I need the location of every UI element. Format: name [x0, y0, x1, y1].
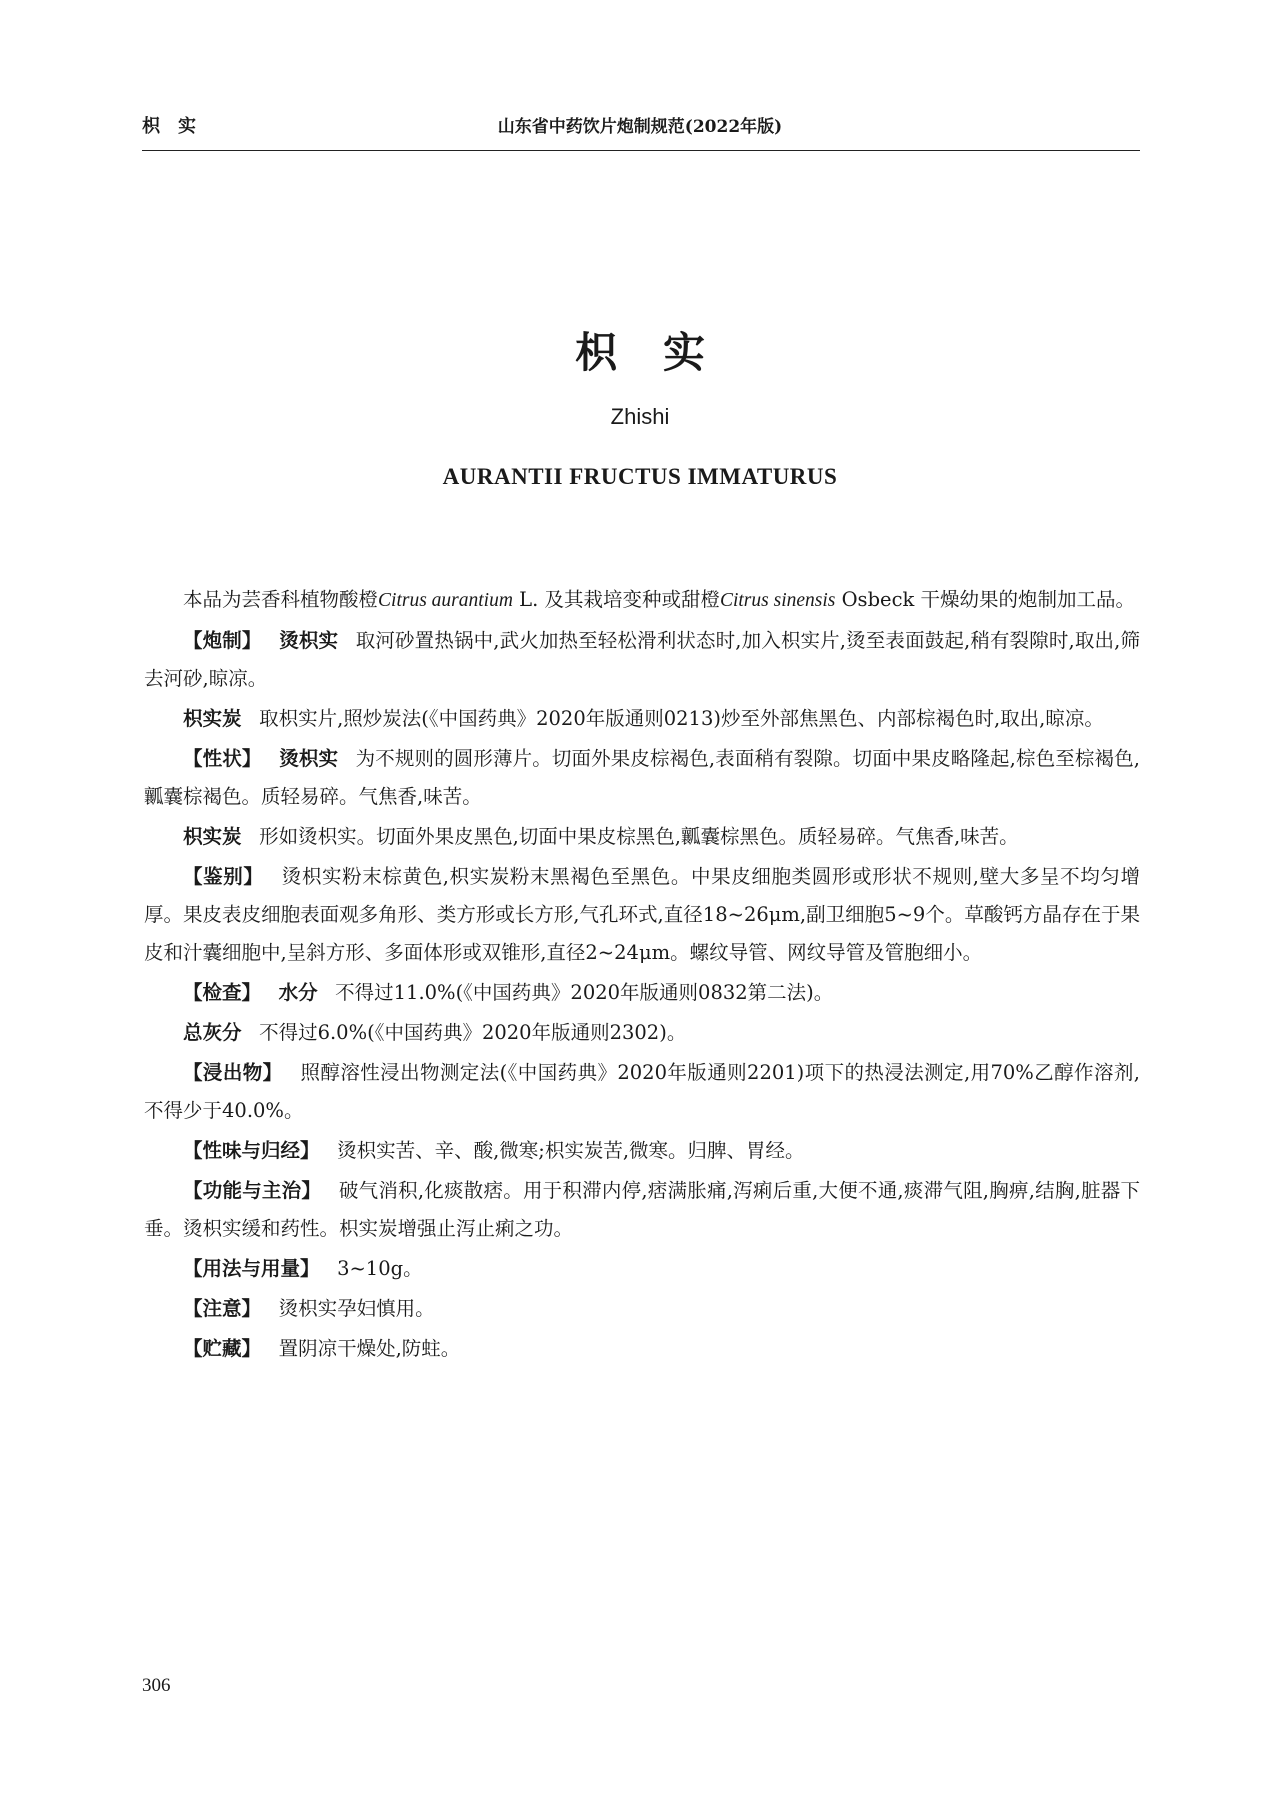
- test-label: 【检查】: [183, 981, 262, 1004]
- processing-item-1-name: 烫枳实: [279, 629, 339, 652]
- processing-item-2-name: 枳实炭: [183, 707, 242, 730]
- description-item-1-name: 烫枳实: [279, 747, 339, 770]
- description-item-2-name: 枳实炭: [183, 825, 242, 848]
- pinyin-name: Zhishi: [610, 404, 670, 429]
- test-item-1-text: 不得过11.0%(《中国药典》2020年版通则0832第二法)。: [335, 981, 834, 1004]
- processing-item-1-text: 取河砂置热锅中,武火加热至轻松滑利状态时,加入枳实片,烫至表面鼓起,稍有裂隙时,取出,筛去河砂,晾凉。: [144, 629, 1140, 690]
- intro-text-2: L. 及其栽培变种或甜橙: [512, 588, 720, 611]
- indications-label: 【功能与主治】: [183, 1179, 322, 1202]
- storage-paragraph: [144, 1330, 1140, 1368]
- test-item-2: [144, 1014, 1140, 1052]
- processing-item-1: [144, 622, 1140, 698]
- page-title: 枳实: [574, 328, 751, 377]
- test-item-2-text: 不得过6.0%(《中国药典》2020年版通则2302)。: [259, 1021, 687, 1044]
- property-text: 烫枳实苦、辛、酸,微寒;枳实炭苦,微寒。归脾、胃经。: [337, 1139, 805, 1162]
- identification-label: 【鉴别】: [183, 865, 264, 888]
- identification-text: 烫枳实粉末棕黄色,枳实炭粉末黑褐色至黑色。中果皮细胞类圆形或形状不规则,壁大多呈不均匀增厚。果皮表皮细胞表面观多角形、类方形或长方形,气孔环式,直径18~26μm,副卫细胞5~9个。草酸钙方晶存在于果皮和汁囊细胞中,呈斜方形、多面体形或双锥形,直径2~24μm。螺纹导管、网纹导管及管胞细小。: [144, 865, 1140, 964]
- test-item-1-name: 水分: [278, 981, 318, 1004]
- running-header: [142, 112, 1138, 148]
- precaution-label: 【注意】: [183, 1297, 262, 1320]
- precaution-paragraph: [144, 1290, 1140, 1328]
- dosage-label: 【用法与用量】: [183, 1257, 320, 1280]
- indications-text: 破气消积,化痰散痞。用于积滞内停,痞满胀痛,泻痢后重,大便不通,痰滞气阻,胸痹,结胸,脏器下垂。烫枳实缓和药性。枳实炭增强止泻止痢之功。: [144, 1179, 1140, 1240]
- description-item-2: [144, 818, 1140, 856]
- description-item-2-text: 形如烫枳实。切面外果皮黑色,切面中果皮棕黑色,瓤囊棕黑色。质轻易碎。气焦香,味苦。: [259, 825, 1019, 848]
- monograph-body: [144, 581, 1140, 1368]
- storage-label: 【贮藏】: [183, 1337, 262, 1360]
- processing-item-2-text: 取枳实片,照炒炭法(《中国药典》2020年版通则0213)炒至外部焦黑色、内部棕褐色时,取出,晾凉。: [259, 707, 1104, 730]
- header-rule: [142, 150, 1140, 151]
- processing-label: 【炮制】: [183, 629, 262, 652]
- test-item-2-name: 总灰分: [183, 1021, 242, 1044]
- extractives-paragraph: [144, 1054, 1140, 1130]
- indications-paragraph: [144, 1172, 1140, 1248]
- header-section-name: 枳实: [142, 116, 214, 137]
- page-number: 306: [142, 1675, 171, 1696]
- species-name-2: Citrus sinensis: [719, 590, 836, 611]
- extractives-label: 【浸出物】: [183, 1061, 283, 1084]
- latin-name: AURANTII FRUCTUS IMMATURUS: [442, 464, 838, 489]
- test-item-1: [144, 974, 1140, 1012]
- description-item-1-text: 为不规则的圆形薄片。切面外果皮棕褐色,表面稍有裂隙。切面中果皮略隆起,棕色至棕褐色,瓤囊棕褐色。质轻易碎。气焦香,味苦。: [144, 747, 1140, 808]
- extractives-text: 照醇溶性浸出物测定法(《中国药典》2020年版通则2201)项下的热浸法测定,用70%乙醇作溶剂,不得少于40.0%。: [144, 1061, 1140, 1122]
- processing-item-2: [144, 700, 1140, 738]
- intro-text-1: 本品为芸香科植物酸橙: [183, 588, 379, 611]
- identification-paragraph: [144, 858, 1140, 972]
- header-book-title: 山东省中药饮片炮制规范(2022年版): [497, 117, 783, 137]
- storage-text: 置阴凉干燥处,防蛀。: [278, 1337, 461, 1360]
- dosage-text: 3~10g。: [337, 1257, 423, 1280]
- intro-text-3: Osbeck 干燥幼果的炮制加工品。: [835, 588, 1136, 611]
- species-name-1: Citrus aurantium: [378, 590, 513, 611]
- description-item-1: [144, 740, 1140, 816]
- property-paragraph: [144, 1132, 1140, 1170]
- precaution-text: 烫枳实孕妇慎用。: [278, 1297, 435, 1320]
- intro-paragraph: [144, 581, 1140, 620]
- description-label: 【性状】: [183, 747, 262, 770]
- property-label: 【性味与归经】: [183, 1139, 320, 1162]
- dosage-paragraph: [144, 1250, 1140, 1288]
